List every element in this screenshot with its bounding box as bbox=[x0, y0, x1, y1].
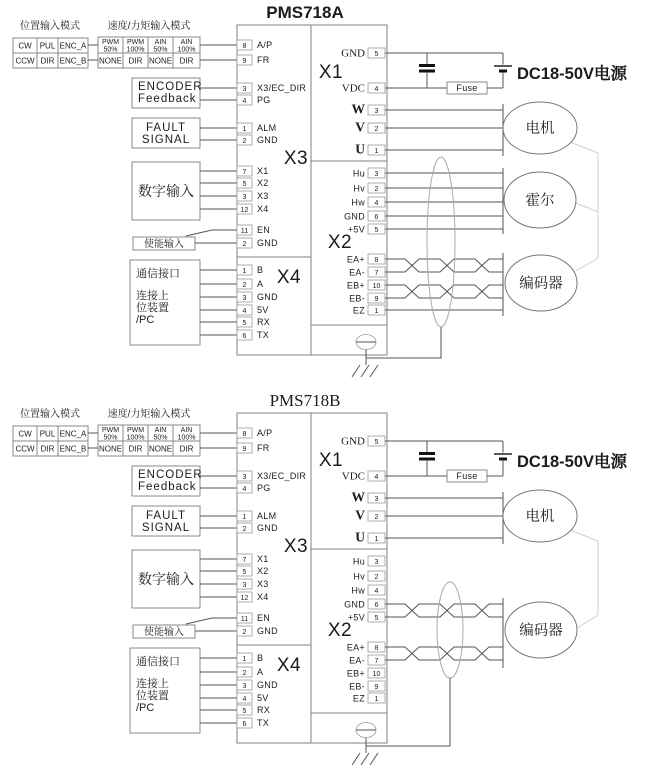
earth-ground-stroke bbox=[361, 365, 369, 377]
table-cell: 100% bbox=[126, 46, 145, 54]
table-cell: AIN bbox=[154, 39, 167, 46]
enable-input-label: 使能输入 bbox=[144, 239, 184, 250]
pin-label: ALM bbox=[257, 511, 277, 521]
pin-number: 7 bbox=[374, 657, 379, 665]
pin-number: 4 bbox=[242, 485, 247, 493]
pin-label: X3/EC_DIR bbox=[257, 471, 307, 481]
digital-input-label: 数字输入 bbox=[138, 571, 194, 587]
pin-number: 2 bbox=[242, 525, 247, 533]
pin-number: 2 bbox=[374, 573, 379, 581]
pin-number: 9 bbox=[242, 57, 247, 65]
table-cell: NONE bbox=[98, 56, 123, 66]
twisted-pair-wire bbox=[385, 604, 503, 617]
pin-label: TX bbox=[257, 330, 270, 340]
table-cell: DIR bbox=[128, 56, 143, 66]
pin-label: RX bbox=[257, 705, 271, 715]
pin-label: U bbox=[355, 529, 365, 545]
table-cell: CCW bbox=[15, 444, 35, 454]
pin-number: 8 bbox=[242, 430, 247, 438]
pin-label: PG bbox=[257, 483, 271, 493]
encoder-feedback-label: Feedback bbox=[138, 93, 197, 105]
shield-ground-wire bbox=[366, 327, 441, 358]
pin-number: 11 bbox=[240, 227, 249, 235]
pin-number: 6 bbox=[374, 213, 379, 221]
pin-label: X2 bbox=[257, 566, 269, 576]
twisted-pair-wire bbox=[385, 285, 503, 298]
position-mode-label: 位置输入模式 bbox=[20, 21, 80, 32]
pin-label: Hu bbox=[352, 168, 365, 179]
table-cell: PWM bbox=[126, 427, 145, 434]
enable-input-label: 使能输入 bbox=[144, 627, 184, 638]
motor-label: 电机 bbox=[525, 121, 555, 137]
pin-label: GND bbox=[341, 435, 365, 448]
pin-label: GND bbox=[341, 47, 365, 60]
speed-mode-label: 速度/力矩输入模式 bbox=[107, 409, 191, 420]
table-cell: NONE bbox=[148, 56, 173, 66]
pin-label: EA- bbox=[349, 267, 365, 278]
table-cell: CW bbox=[18, 41, 32, 51]
pin-number: 2 bbox=[242, 281, 247, 289]
connector-x4-label: X4 bbox=[276, 267, 302, 288]
pin-label: 5V bbox=[257, 693, 269, 703]
table-cell: DIR bbox=[40, 444, 55, 454]
table-cell: ENC_B bbox=[59, 56, 87, 66]
pin-number: 3 bbox=[374, 495, 379, 503]
pin-number: 11 bbox=[240, 615, 249, 623]
pin-number: 7 bbox=[242, 556, 247, 564]
pin-number: 6 bbox=[374, 601, 379, 609]
pin-number: 3 bbox=[242, 473, 247, 481]
pin-number: 2 bbox=[374, 185, 379, 193]
pin-number: 12 bbox=[240, 206, 249, 214]
table-cell: 100% bbox=[177, 434, 196, 442]
pin-number: 10 bbox=[372, 670, 381, 678]
power-supply-label: DC18-50V电源 bbox=[517, 453, 628, 471]
fault-signal-label: SIGNAL bbox=[141, 134, 191, 146]
pin-number: 9 bbox=[242, 445, 247, 453]
pin-label: X3/EC_DIR bbox=[257, 83, 307, 93]
pin-label: EN bbox=[257, 613, 271, 623]
pin-number: 3 bbox=[374, 107, 379, 115]
pin-number: 1 bbox=[242, 125, 247, 133]
diagram-title: PMS718A bbox=[266, 3, 344, 22]
pin-number: 1 bbox=[374, 147, 379, 155]
pin-label: EB+ bbox=[346, 668, 365, 679]
pin-label: U bbox=[355, 141, 365, 157]
pin-number: 5 bbox=[242, 568, 247, 576]
pin-label: Hw bbox=[351, 197, 365, 208]
hall-label: 霍尔 bbox=[525, 193, 555, 209]
pin-label: EZ bbox=[352, 693, 365, 704]
switch-contact bbox=[186, 230, 212, 236]
fuse-label: Fuse bbox=[456, 83, 478, 93]
pin-number: 9 bbox=[374, 295, 379, 303]
connector-x2-label: X2 bbox=[327, 232, 353, 253]
position-mode-label: 位置输入模式 bbox=[20, 409, 80, 420]
pin-label: VDC bbox=[341, 470, 365, 483]
table-cell: PWM bbox=[126, 39, 145, 46]
table-cell: 50% bbox=[103, 434, 118, 442]
pin-label: FR bbox=[257, 443, 270, 453]
comm-label: /PC bbox=[136, 702, 155, 714]
table-cell: DIR bbox=[40, 56, 55, 66]
pin-number: 3 bbox=[242, 581, 247, 589]
pin-label: B bbox=[257, 265, 264, 275]
table-cell: DIR bbox=[179, 444, 194, 454]
table-cell: 100% bbox=[126, 434, 145, 442]
pin-number: 4 bbox=[374, 199, 379, 207]
pin-number: 6 bbox=[242, 720, 247, 728]
comm-label: /PC bbox=[136, 314, 155, 326]
fault-signal-label: FAULT bbox=[146, 510, 186, 522]
pin-label: PG bbox=[257, 95, 271, 105]
comm-label: 连接上 bbox=[136, 678, 169, 690]
pin-number: 4 bbox=[242, 307, 247, 315]
table-cell: NONE bbox=[148, 444, 173, 454]
pin-label: ALM bbox=[257, 123, 277, 133]
pin-label: X3 bbox=[257, 579, 269, 589]
pin-label: X2 bbox=[257, 178, 269, 188]
pin-label: EB- bbox=[349, 293, 365, 304]
pin-number: 2 bbox=[374, 125, 379, 133]
table-cell: ENC_A bbox=[59, 41, 87, 51]
pin-label: VDC bbox=[341, 82, 365, 95]
table-cell: 50% bbox=[103, 46, 118, 54]
pin-number: 1 bbox=[242, 655, 247, 663]
encoder-feedback-label: Feedback bbox=[138, 481, 197, 493]
pin-label: GND bbox=[257, 238, 278, 248]
table-cell: ENC_A bbox=[59, 429, 87, 439]
pin-number: 5 bbox=[242, 319, 247, 327]
twisted-pair-wire bbox=[385, 647, 503, 660]
pin-number: 4 bbox=[242, 695, 247, 703]
fault-signal-label: SIGNAL bbox=[141, 522, 191, 534]
pin-label: A/P bbox=[257, 428, 273, 438]
comm-label: 连接上 bbox=[136, 290, 169, 302]
diagram-title: PMS718B bbox=[269, 391, 341, 410]
pin-label: EA+ bbox=[346, 254, 365, 265]
diagram-PMS718B bbox=[13, 391, 628, 765]
comm-label: 位装置 bbox=[136, 302, 169, 314]
earth-ground-stroke bbox=[352, 365, 360, 377]
pin-label: V bbox=[355, 119, 365, 135]
pin-label: +5V bbox=[347, 224, 365, 235]
pin-number: 2 bbox=[374, 513, 379, 521]
pin-label: GND bbox=[257, 292, 278, 302]
pin-label: EA+ bbox=[346, 642, 365, 653]
pin-number: 8 bbox=[374, 644, 379, 652]
encoder-feedback-label: ENCODER bbox=[138, 81, 203, 93]
pin-label: EB+ bbox=[346, 280, 365, 291]
motor-label: 电机 bbox=[525, 509, 555, 525]
table-cell: AIN bbox=[154, 427, 167, 434]
table-cell: PUL bbox=[39, 41, 56, 51]
twisted-pair-wire bbox=[385, 259, 503, 272]
table-cell: 50% bbox=[153, 46, 168, 54]
hall-link bbox=[576, 203, 598, 212]
encoder-feedback-label: ENCODER bbox=[138, 469, 203, 481]
twisted-pair-wire bbox=[385, 285, 503, 298]
connector-x1-label: X1 bbox=[318, 62, 344, 83]
pin-label: GND bbox=[344, 599, 365, 610]
pin-label: A bbox=[257, 667, 264, 677]
pin-label: Hu bbox=[352, 556, 365, 567]
pin-number: 6 bbox=[242, 332, 247, 340]
pin-number: 1 bbox=[242, 513, 247, 521]
speed-mode-label: 速度/力矩输入模式 bbox=[107, 21, 191, 32]
table-cell: AIN bbox=[180, 39, 193, 46]
pin-label: RX bbox=[257, 317, 271, 327]
pin-number: 5 bbox=[242, 180, 247, 188]
pin-label: W bbox=[351, 101, 365, 117]
pin-label: FR bbox=[257, 55, 270, 65]
pin-label: GND bbox=[257, 135, 278, 145]
power-supply-label: DC18-50V电源 bbox=[517, 65, 628, 83]
diagram-PMS718A bbox=[13, 3, 628, 377]
table-cell: ENC_B bbox=[59, 444, 87, 454]
pin-label: V bbox=[355, 507, 365, 523]
pin-number: 3 bbox=[242, 682, 247, 690]
pin-label: Hv bbox=[353, 571, 365, 582]
pin-label: GND bbox=[257, 523, 278, 533]
table-cell: 100% bbox=[177, 46, 196, 54]
table-cell: CCW bbox=[15, 56, 35, 66]
pin-label: TX bbox=[257, 718, 270, 728]
pin-label: X1 bbox=[257, 554, 269, 564]
pin-label: EZ bbox=[352, 305, 365, 316]
pin-label: X4 bbox=[257, 592, 269, 602]
pin-label: Hv bbox=[353, 183, 365, 194]
table-cell: 50% bbox=[153, 434, 168, 442]
pin-label: GND bbox=[257, 680, 278, 690]
twisted-pair-wire bbox=[385, 647, 503, 660]
motor-encoder-link bbox=[570, 530, 598, 628]
twisted-pair-wire bbox=[385, 604, 503, 617]
pin-number: 4 bbox=[374, 587, 379, 595]
table-cell: PWM bbox=[101, 39, 120, 46]
pin-number: 2 bbox=[242, 240, 247, 248]
pin-number: 4 bbox=[374, 473, 379, 481]
pin-label: +5V bbox=[347, 612, 365, 623]
pin-number: 3 bbox=[374, 170, 379, 178]
pin-number: 10 bbox=[372, 282, 381, 290]
pin-number: 1 bbox=[242, 267, 247, 275]
fuse-label: Fuse bbox=[456, 471, 478, 481]
pin-label: GND bbox=[257, 626, 278, 636]
table-cell: NONE bbox=[98, 444, 123, 454]
digital-input-label: 数字输入 bbox=[138, 183, 194, 199]
pin-number: 1 bbox=[374, 535, 379, 543]
pin-number: 2 bbox=[242, 137, 247, 145]
pin-number: 5 bbox=[374, 614, 379, 622]
pin-number: 3 bbox=[242, 294, 247, 302]
connector-x4-label: X4 bbox=[276, 655, 302, 676]
pin-number: 2 bbox=[242, 628, 247, 636]
pin-label: X3 bbox=[257, 191, 269, 201]
table-cell: DIR bbox=[128, 444, 143, 454]
pin-label: EN bbox=[257, 225, 271, 235]
cable-shield bbox=[427, 157, 455, 327]
pin-number: 12 bbox=[240, 594, 249, 602]
comm-label: 位装置 bbox=[136, 690, 169, 702]
encoder-label: 编码器 bbox=[519, 276, 563, 292]
pin-number: 2 bbox=[242, 669, 247, 677]
pin-number: 5 bbox=[374, 438, 379, 446]
earth-ground-stroke bbox=[370, 753, 378, 765]
fault-signal-label: FAULT bbox=[146, 122, 186, 134]
table-cell: CW bbox=[18, 429, 32, 439]
table-cell: AIN bbox=[180, 427, 193, 434]
pin-number: 5 bbox=[374, 50, 379, 58]
pin-number: 1 bbox=[374, 695, 379, 703]
pin-number: 4 bbox=[374, 85, 379, 93]
pin-number: 8 bbox=[374, 256, 379, 264]
pin-label: A bbox=[257, 279, 264, 289]
pin-label: EA- bbox=[349, 655, 365, 666]
pin-number: 3 bbox=[242, 193, 247, 201]
pin-number: 4 bbox=[242, 97, 247, 105]
pin-label: X4 bbox=[257, 204, 269, 214]
switch-contact bbox=[186, 618, 212, 624]
pin-number: 3 bbox=[242, 85, 247, 93]
table-cell: DIR bbox=[179, 56, 194, 66]
pin-label: A/P bbox=[257, 40, 273, 50]
pin-label: EB- bbox=[349, 681, 365, 692]
connector-x3-label: X3 bbox=[283, 148, 309, 169]
earth-ground-stroke bbox=[361, 753, 369, 765]
connector-x3-label: X3 bbox=[283, 536, 309, 557]
earth-ground-stroke bbox=[352, 753, 360, 765]
twisted-pair-wire bbox=[385, 259, 503, 272]
pin-number: 5 bbox=[242, 707, 247, 715]
comm-label: 通信接口 bbox=[136, 268, 180, 280]
pin-number: 9 bbox=[374, 683, 379, 691]
earth-ground-stroke bbox=[370, 365, 378, 377]
comm-label: 通信接口 bbox=[136, 656, 180, 668]
pin-label: W bbox=[351, 489, 365, 505]
pin-number: 5 bbox=[374, 226, 379, 234]
table-cell: PUL bbox=[39, 429, 56, 439]
pin-label: Hw bbox=[351, 585, 365, 596]
pin-number: 3 bbox=[374, 558, 379, 566]
table-cell: PWM bbox=[101, 427, 120, 434]
pin-label: X1 bbox=[257, 166, 269, 176]
pin-label: GND bbox=[344, 211, 365, 222]
connector-x2-label: X2 bbox=[327, 620, 353, 641]
pin-label: 5V bbox=[257, 305, 269, 315]
connector-x1-label: X1 bbox=[318, 450, 344, 471]
pin-number: 7 bbox=[374, 269, 379, 277]
pin-label: B bbox=[257, 653, 264, 663]
cable-shield bbox=[437, 582, 463, 678]
pin-number: 8 bbox=[242, 42, 247, 50]
pin-number: 7 bbox=[242, 168, 247, 176]
pin-number: 1 bbox=[374, 307, 379, 315]
encoder-label: 编码器 bbox=[519, 623, 563, 639]
